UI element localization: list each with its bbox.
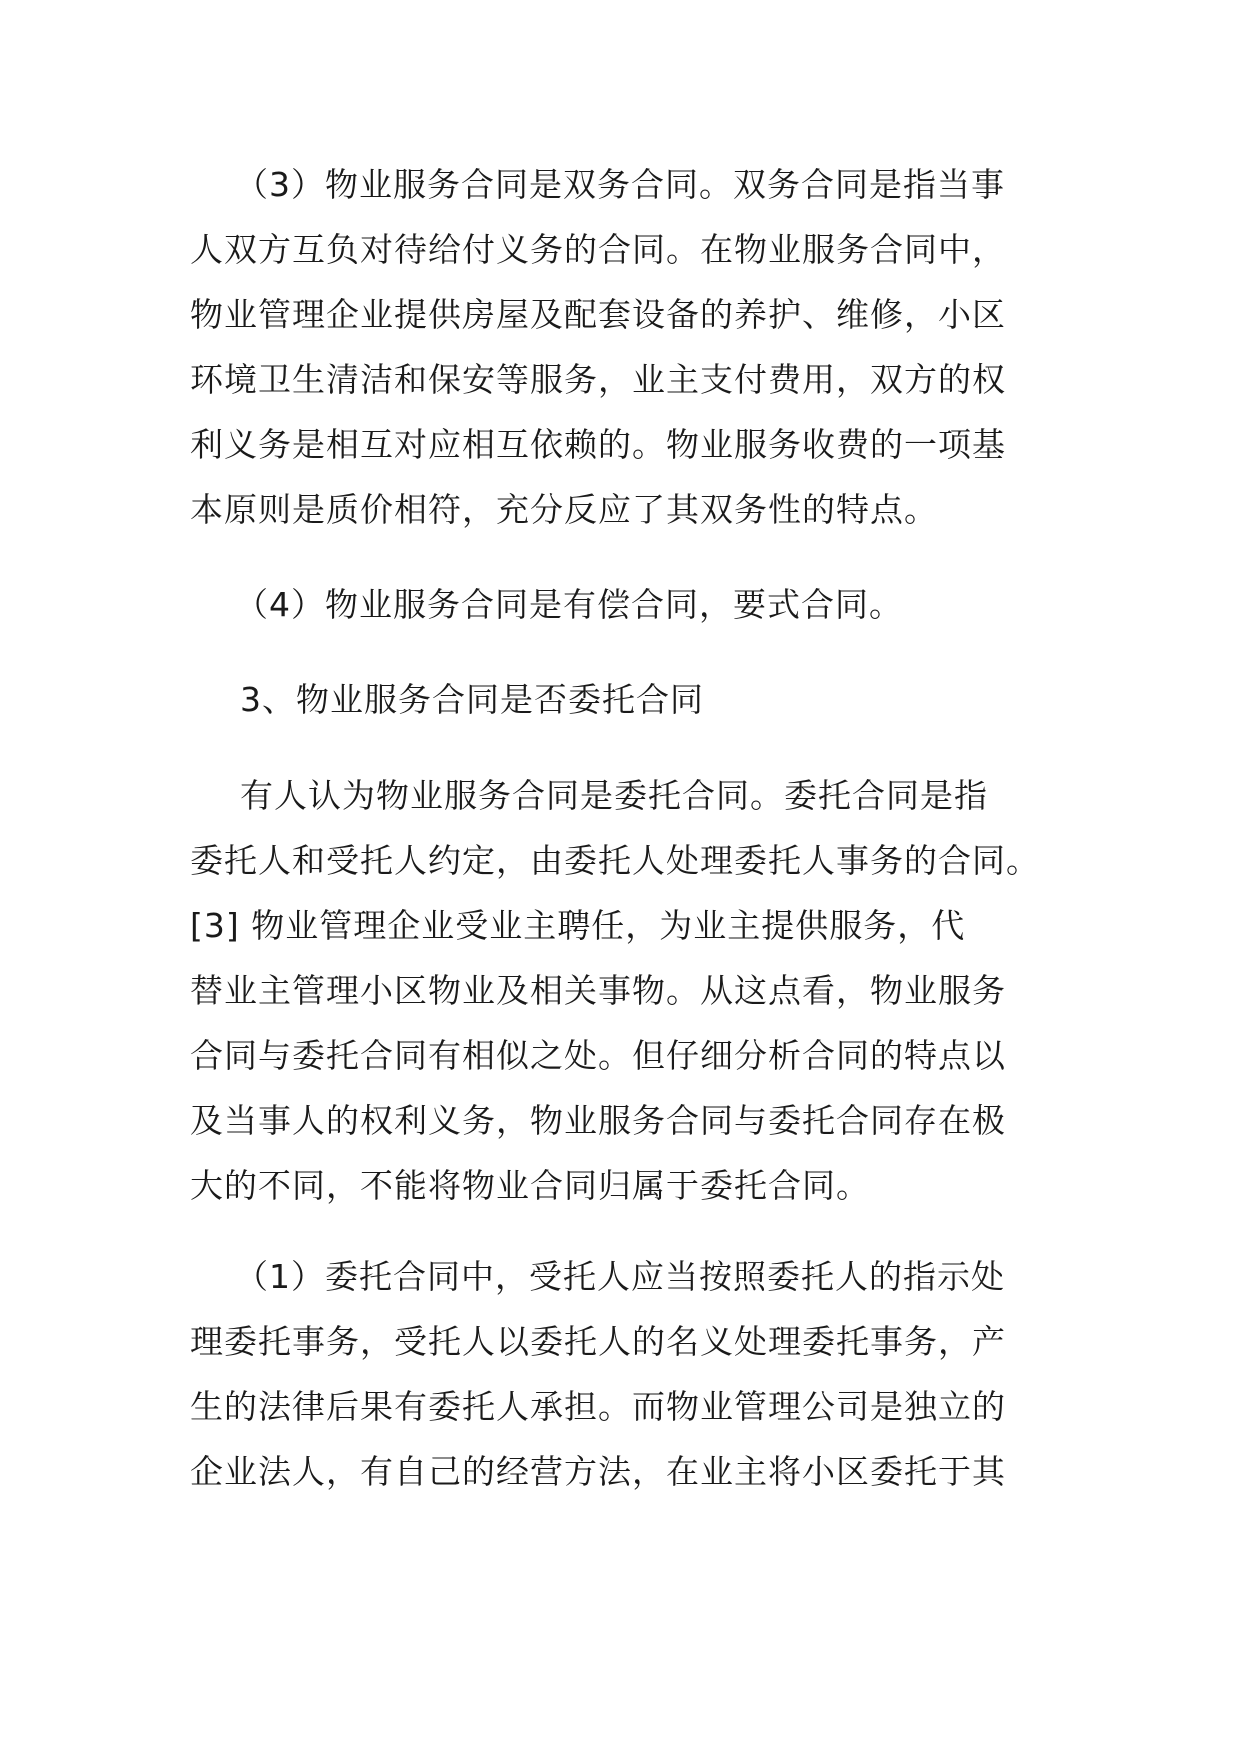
paragraph-line: （3）物业服务合同是双务合同。双务合同是指当事 xyxy=(235,165,1005,204)
section-heading xyxy=(190,667,1070,732)
paragraph-4 xyxy=(190,1244,1070,1504)
paragraph-line: 利义务是相互对应相互依赖的。物业服务收费的一项基 xyxy=(190,425,1006,464)
paragraph-line: 物业管理企业提供房屋及配套设备的养护、维修，小区 xyxy=(190,295,1006,334)
paragraph-2 xyxy=(190,572,1070,637)
paragraph-line: 人双方互负对待给付义务的合同。在物业服务合同中， xyxy=(190,230,1006,269)
paragraph-line: [3] 物业管理企业受业主聘任，为业主提供服务，代 xyxy=(190,906,966,945)
paragraph-line: （1）委托合同中，受托人应当按照委托人的指示处 xyxy=(235,1257,1005,1296)
paragraph-line: 合同与委托合同有相似之处。但仔细分析合同的特点以 xyxy=(190,1036,1006,1075)
paragraph-line: 委托人和受托人约定，由委托人处理委托人事务的合同。 xyxy=(190,841,1040,880)
paragraph-line: 本原则是质价相符，充分反应了其双务性的特点。 xyxy=(190,490,938,529)
heading-line: 3、物业服务合同是否委托合同 xyxy=(240,680,704,719)
paragraph-line: 理委托事务，受托人以委托人的名义处理委托事务，产 xyxy=(190,1322,1006,1361)
paragraph-line: 大的不同，不能将物业合同归属于委托合同。 xyxy=(190,1166,870,1205)
paragraph-line: 替业主管理小区物业及相关事物。从这点看，物业服务 xyxy=(190,971,1006,1010)
paragraph-line: （4）物业服务合同是有偿合同，要式合同。 xyxy=(235,585,903,624)
paragraph-line: 及当事人的权利义务，物业服务合同与委托合同存在极 xyxy=(190,1101,1006,1140)
paragraph-line: 企业法人，有自己的经营方法，在业主将小区委托于其 xyxy=(190,1452,1006,1491)
paragraph-3 xyxy=(190,763,1070,1218)
paragraph-line: 生的法律后果有委托人承担。而物业管理公司是独立的 xyxy=(190,1387,1006,1426)
paragraph-line: 环境卫生清洁和保安等服务，业主支付费用，双方的权 xyxy=(190,360,1006,399)
paragraph-line: 有人认为物业服务合同是委托合同。委托合同是指 xyxy=(240,776,988,815)
paragraph-1 xyxy=(190,152,1070,542)
